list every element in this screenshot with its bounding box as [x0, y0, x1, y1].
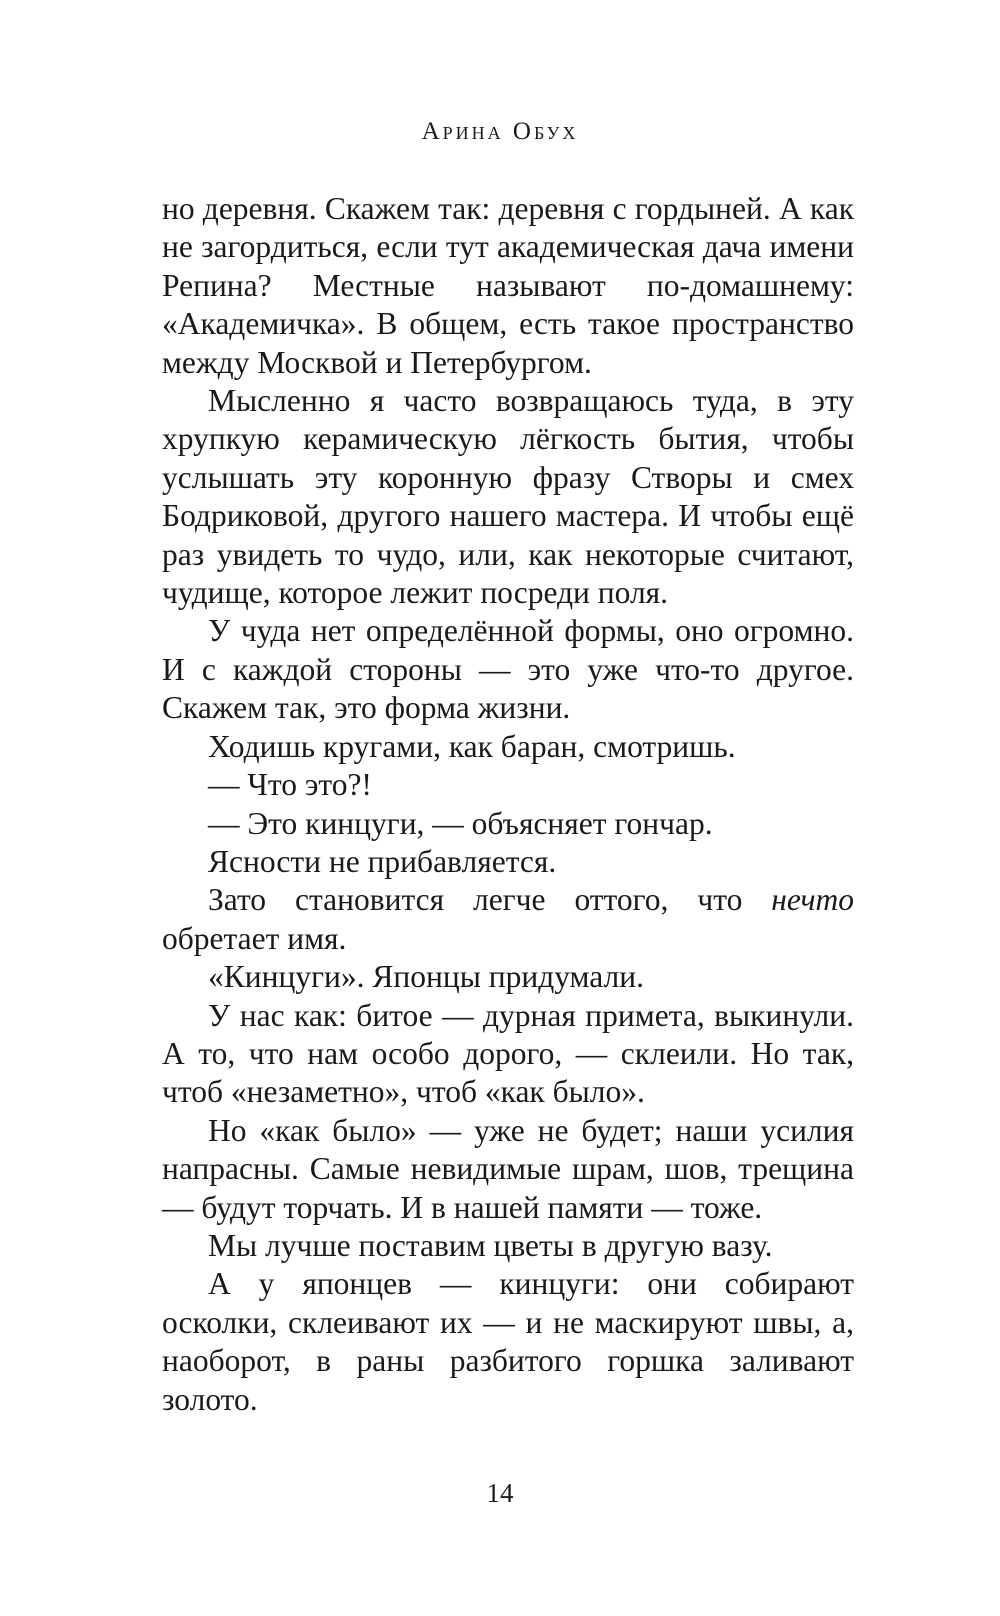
paragraph: У чуда нет определённой формы, оно огромно. И с каждой стороны — это уже что-то другое. Скажем так, это форма жизни. [162, 613, 854, 726]
emphasized-word: нечто [771, 882, 854, 918]
paragraph-text: Зато становится легче оттого, что [208, 882, 772, 918]
paragraph: Ясности не прибавляется. [208, 843, 557, 879]
paragraph: «Кинцуги». Японцы придумали. [208, 959, 644, 995]
page-number: 14 [486, 1478, 514, 1508]
paragraph-text: обретает имя. [162, 920, 347, 956]
paragraph: Но «как было» — уже не будет; наши усилия напрасны. Самые невидимые шрам, шов, трещина — будут торчать. И в нашей памяти — тоже. [162, 1112, 854, 1225]
paragraph: — Что это?! [208, 767, 372, 803]
running-head-author: Арина Обух [421, 118, 579, 145]
paragraph: Мы лучше поставим цветы в другую вазу. [208, 1227, 773, 1263]
paragraph: — Это кинцуги, — объясняет гончар. [208, 805, 713, 841]
paragraph: Мысленно я часто возвращаюсь туда, в эту хрупкую керамическую лёгкость бытия, чтобы услышать эту коронную фразу Створы и смех Бодриковой, другого нашего мастера. И чтобы ещё раз увидеть то чудо, или, как некоторые считают, чудище, которое лежит посреди поля. [162, 383, 854, 611]
paragraph [162, 881, 854, 958]
paragraph: У нас как: битое — дурная примета, выкинули. А то, что нам особо дорого, — склеили. Но так, чтоб «незаметно», чтоб «как было». [162, 997, 854, 1110]
paragraph: А у японцев — кинцуги: они собирают осколки, склеивают их — и не маскируют швы, а, наоборот, в раны разбитого горшка заливают золото. [162, 1266, 854, 1417]
paragraph: но деревня. Скажем так: деревня с гордыней. А как не загордиться, если тут академическая дача имени Репина? Местные называют по-домашнему: «Академичка». В общем, есть такое пространство между Москвой и Петербургом. [162, 191, 854, 380]
paragraph: Ходишь кругами, как баран, смотришь. [208, 728, 736, 764]
body-text [162, 190, 854, 1419]
